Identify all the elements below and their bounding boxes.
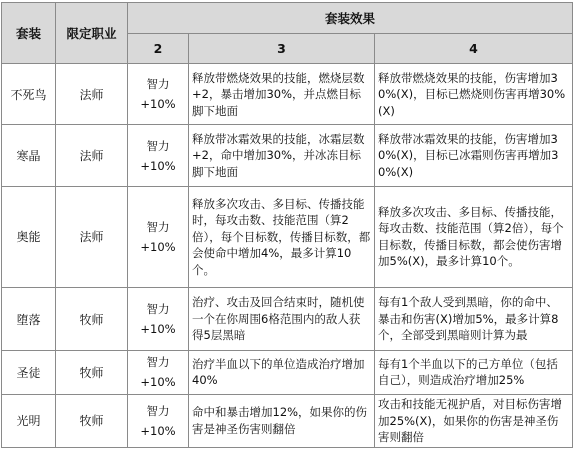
bonus-2-stat: 智力 <box>146 302 170 317</box>
bonus-2-value: +10% <box>140 423 176 438</box>
header-row-1 <box>2 3 573 34</box>
job-name: 牧师 <box>56 394 128 447</box>
bonus-4: 攻击和技能无视护盾，对目标伤害增加25%(X)，如果你的伤害是神圣伤害则翻倍 <box>375 394 573 447</box>
bonus-2 <box>128 351 189 394</box>
bonus-4: 每有1个敌人受到黑暗，你的命中、暴击和伤害(X)增加5%，最多计算8个，全部受到黑暗则计算为最 <box>375 288 573 351</box>
table-row <box>2 288 573 351</box>
header-piece-4: 4 <box>375 33 573 64</box>
header-job: 限定职业 <box>56 3 128 64</box>
bonus-2-value: +10% <box>140 239 176 254</box>
set-name: 堕落 <box>2 288 56 351</box>
bonus-3: 治疗半血以下的单位造成治疗增加40% <box>189 351 375 394</box>
bonus-4: 释放带冰霜效果的技能，伤害增加30%(X)，目标已冰霜则伤害再增加30%(X) <box>375 125 573 186</box>
job-name: 法师 <box>56 125 128 186</box>
job-name: 法师 <box>56 64 128 125</box>
bonus-3: 释放多次攻击、多目标、传播技能时，每攻击数、技能范围（算2倍），每个目标数，传播目标数，都会使命中增加4%，最多计算10个。 <box>189 186 375 287</box>
bonus-2 <box>128 125 189 186</box>
bonus-2-value: +10% <box>140 375 176 390</box>
bonus-2-stat: 智力 <box>146 219 170 234</box>
table-row <box>2 186 573 287</box>
bonus-2-value: +10% <box>140 97 176 112</box>
bonus-3: 治疗、攻击及回合结束时，随机使一个在你周围6格范围内的敌人获得5层黑暗 <box>189 288 375 351</box>
header-piece-3: 3 <box>189 33 375 64</box>
set-name: 光明 <box>2 394 56 447</box>
table-row <box>2 125 573 186</box>
table-row <box>2 351 573 394</box>
bonus-2 <box>128 186 189 287</box>
bonus-2 <box>128 288 189 351</box>
bonus-2-stat: 智力 <box>146 77 170 92</box>
bonus-4: 每有1个半血以下的己方单位（包括自己），则造成治疗增加25% <box>375 351 573 394</box>
set-name: 奥能 <box>2 186 56 287</box>
header-piece-2: 2 <box>128 33 189 64</box>
header-set: 套装 <box>2 3 56 64</box>
bonus-2 <box>128 64 189 125</box>
set-effects-table <box>1 2 573 448</box>
bonus-2 <box>128 394 189 447</box>
table-row <box>2 64 573 125</box>
header-effect: 套装效果 <box>128 3 573 34</box>
bonus-3: 命中和暴击增加12%，如果你的伤害是神圣伤害则翻倍 <box>189 394 375 447</box>
bonus-2-stat: 智力 <box>146 138 170 153</box>
set-name: 圣徒 <box>2 351 56 394</box>
bonus-3: 释放带燃烧效果的技能，燃烧层数+2，暴击增加30%，并点燃目标脚下地面 <box>189 64 375 125</box>
set-name: 不死鸟 <box>2 64 56 125</box>
bonus-2-stat: 智力 <box>146 403 170 418</box>
job-name: 牧师 <box>56 288 128 351</box>
bonus-2-stat: 智力 <box>146 355 170 370</box>
bonus-3: 释放带冰霜效果的技能，冰霜层数+2，命中增加30%，并冰冻目标脚下地面 <box>189 125 375 186</box>
job-name: 牧师 <box>56 351 128 394</box>
bonus-2-value: +10% <box>140 322 176 337</box>
bonus-4: 释放多次攻击、多目标、传播技能，每攻击数、技能范围（算2倍），每个目标数，传播目标数，都会使伤害增加5%(X)，最多计算10个。 <box>375 186 573 287</box>
job-name: 法师 <box>56 186 128 287</box>
bonus-2-value: +10% <box>140 158 176 173</box>
bonus-4: 释放带燃烧效果的技能，伤害增加30%(X)，目标已燃烧则伤害再增30%(X) <box>375 64 573 125</box>
table-row <box>2 394 573 447</box>
set-name: 寒晶 <box>2 125 56 186</box>
